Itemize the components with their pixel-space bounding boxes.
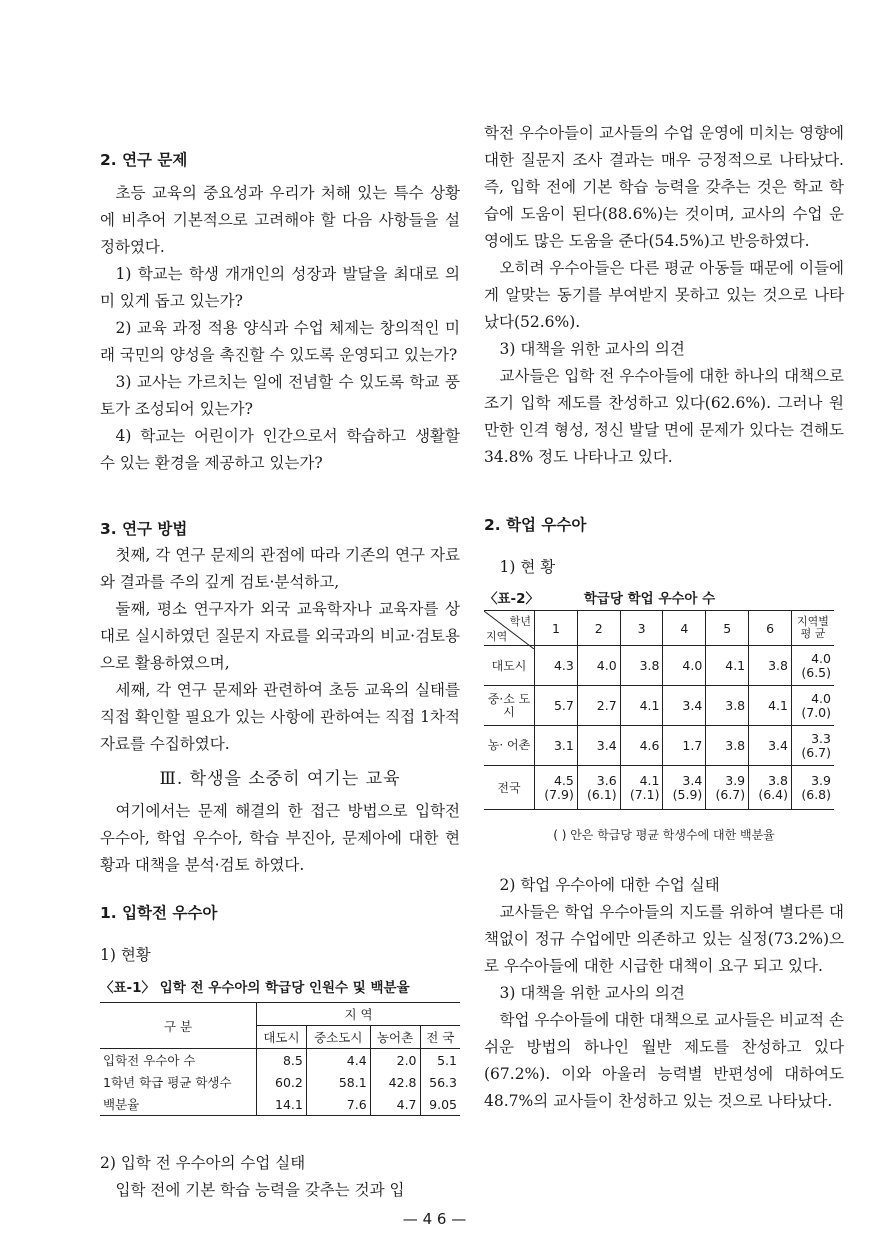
right-sub-2: 2) 학업 우수아에 대한 수업 실태	[499, 876, 720, 894]
table-2-total-avg-pct: (6.8)	[801, 786, 831, 802]
subsection-1-title: 1. 입학전 우수아	[100, 904, 218, 922]
table-1-row-label: 1학년 학급 평균 학생수	[100, 1071, 257, 1093]
table-1-cell: 7.6	[306, 1093, 370, 1116]
table-2-cell: 5.7	[535, 686, 578, 726]
table-2-cell: 4.0	[577, 646, 620, 686]
table-2-cell: 4.6	[620, 726, 663, 766]
table-2-col: 4	[663, 611, 706, 646]
table-2-col: 6	[749, 611, 792, 646]
table-1-caption: 〈표-1〉 입학 전 우수아의 학급당 인원수 및 백분율	[100, 980, 410, 996]
subsection-1-class-status: 2) 입학 전 우수아의 수업 실태	[100, 1154, 306, 1172]
table-2	[484, 610, 834, 810]
table-1-col: 전 국	[420, 1026, 460, 1049]
table-2-col: 5	[706, 611, 749, 646]
table-2-cell: 4.0	[663, 646, 706, 686]
right-sub-3: 3) 대책을 위한 교사의 의견	[499, 340, 685, 358]
method-1: 첫째, 각 연구 문제의 관점에 따라 기존의 연구 자료와 결과를 주의 깊게 검토·분석하고,	[100, 546, 460, 591]
method-3: 세째, 각 연구 문제와 관련하여 초등 교육의 실태를 직접 확인할 필요가 있는 사항에 관하여는 직접 1차적 자료를 수집하였다.	[100, 681, 460, 753]
table-2-avg	[792, 686, 835, 726]
table-2-avg-value: 4.0	[811, 690, 831, 706]
table-2-col: 1	[535, 611, 578, 646]
table-2-cell: 4.3	[535, 646, 578, 686]
table-1-header-gubun: 구 분	[100, 1003, 257, 1049]
table-2-cell: 3.1	[535, 726, 578, 766]
table-2-total-pct: (6.7)	[715, 786, 746, 802]
right-paragraph-1: 학전 우수아들이 교사들의 수업 운영에 미치는 영향에 대한 질문지 조사 결과는 매우 긍정적으로 나타났다. 즉, 입학 전에 기본 학습 능력을 갖추는 것은 학교 학습에 도움이 된다(88.6%)는 것이며, 교사의 수업 운영에도 많은 도움을 준다(54.5%)고 반응하였다.	[484, 124, 844, 250]
section-2-title: 2. 연구 문제	[100, 151, 188, 169]
table-2-total-cell	[577, 766, 620, 810]
table-2-note: ( ) 안은 학급당 평균 학생수에 대한 백분율	[553, 828, 775, 842]
table-2-avg	[792, 646, 835, 686]
section-2-intro: 초등 교육의 중요성과 우리가 처해 있는 특수 상황에 비추어 기본적으로 고려해야 할 다음 사항들을 설정하였다.	[100, 184, 460, 256]
table-2-total-avg	[792, 766, 835, 810]
table-2-corner-bottom: 지역	[486, 630, 508, 643]
table-2-total-pct: (7.1)	[629, 786, 660, 802]
table-row	[484, 726, 834, 766]
table-2-avg-pct: (7.0)	[801, 704, 831, 720]
table-1-cell: 4.4	[306, 1049, 370, 1072]
subsection-1-paragraph: 입학 전에 기본 학습 능력을 갖추는 것과 입	[115, 1181, 405, 1199]
table-2-cell: 3.8	[749, 646, 792, 686]
table-2-avg-value: 4.0	[811, 650, 831, 666]
table-1-cell: 56.3	[420, 1071, 460, 1093]
table-2-col: 2	[577, 611, 620, 646]
table-2-cell: 3.4	[577, 726, 620, 766]
chapter-3-title: Ⅲ. 학생을 소중히 여기는 교육	[159, 769, 401, 789]
table-2-cell: 4.1	[749, 686, 792, 726]
table-2-cell: 3.8	[620, 646, 663, 686]
table-2-cell: 3.8	[706, 686, 749, 726]
table-2-caption-no: 〈표-2〉	[484, 591, 540, 607]
table-2-cell: 4.1	[706, 646, 749, 686]
table-row	[100, 1093, 460, 1116]
table-2-col: 3	[620, 611, 663, 646]
table-2-total-cell	[663, 766, 706, 810]
table-2-total-pct: (6.4)	[758, 786, 788, 802]
right-paragraph-2: 오히려 우수아들은 다른 평균 아동들 때문에 이들에게 알맞는 동기를 부여받지 못하고 있는 것으로 나타났다(52.6%).	[484, 259, 844, 331]
table-2-avg-pct: (6.5)	[801, 664, 831, 680]
table-1-col: 농어촌	[370, 1026, 420, 1049]
table-2-total-label: 전국	[484, 766, 535, 810]
table-2-avg-pct: (6.7)	[801, 744, 831, 760]
table-1	[100, 1002, 460, 1116]
table-2-total-cell	[535, 766, 578, 810]
table-row	[484, 766, 834, 810]
right-paragraph-5: 학업 우수아들에 대한 대책으로 교사들은 비교적 손쉬운 방법의 하나인 월반 제도를 찬성하고 있다(67.2%). 이와 아울러 능력별 반편성에 대하여도 48.7%의 교사들이 찬성하고 있는 것으로 나타났다.	[484, 1011, 844, 1110]
table-2-cell: 1.7	[663, 726, 706, 766]
table-2-total-value: 4.5	[553, 772, 574, 788]
table-row	[484, 686, 834, 726]
table-1-cell: 14.1	[257, 1093, 307, 1116]
table-2-row-label: 농· 어촌	[484, 726, 535, 766]
question-1: 1) 학교는 학생 개개인의 성장과 발달을 최대로 의미 있게 돕고 있는가?	[100, 265, 460, 310]
question-2: 2) 교육 과정 적용 양식과 수업 체제는 창의적인 미래 국민의 양성을 촉진할 수 있도록 운영되고 있는가?	[100, 319, 460, 364]
right-paragraph-4: 교사들은 학업 우수아들의 지도를 위하여 별다른 대책없이 정규 수업에만 의존하고 있는 실정(73.2%)으로 우수아들에 대한 시급한 대책이 요구 되고 있다.	[484, 903, 844, 975]
table-2-total-value: 3.8	[768, 772, 788, 788]
table-1-header-region: 지 역	[257, 1003, 461, 1026]
table-2-row-label: 대도시	[484, 646, 535, 686]
table-2-total-value: 3.9	[725, 772, 746, 788]
table-1-cell: 58.1	[306, 1071, 370, 1093]
table-2-avg	[792, 726, 835, 766]
table-2-cell: 2.7	[577, 686, 620, 726]
table-1-cell: 8.5	[257, 1049, 307, 1072]
table-1-cell: 60.2	[257, 1071, 307, 1093]
table-2-total-value: 3.4	[682, 772, 703, 788]
question-4: 4) 학교는 어린이가 인간으로서 학습하고 생활할 수 있는 환경을 제공하고 있는가?	[100, 427, 460, 472]
subsection-2-status: 1) 현 황	[499, 558, 556, 576]
table-2-cell: 3.8	[706, 726, 749, 766]
table-1-cell: 9.05	[420, 1093, 460, 1116]
table-row	[100, 1049, 460, 1072]
table-2-row-label: 중·소 도 시	[484, 686, 535, 726]
table-2-col-average: 지역별 평 균	[792, 611, 835, 646]
table-row	[484, 646, 834, 686]
table-2-cell: 3.4	[663, 686, 706, 726]
right-paragraph-3: 교사들은 입학 전 우수아들에 대한 하나의 대책으로 조기 입학 제도를 찬성하고 있다(62.6%). 그러나 원만한 인격 형성, 정신 발달 면에 문제가 있다는 견해도 34.8% 정도 나타나고 있다.	[484, 367, 844, 466]
table-1-cell: 5.1	[420, 1049, 460, 1072]
table-2-total-cell	[620, 766, 663, 810]
table-2-total-pct: (6.1)	[587, 786, 617, 802]
table-row	[100, 1071, 460, 1093]
subsection-1-status: 1) 현황	[100, 946, 151, 964]
table-2-total-value: 4.1	[639, 772, 660, 788]
table-2-cell: 4.1	[620, 686, 663, 726]
table-1-cell: 42.8	[370, 1071, 420, 1093]
chapter-3-intro: 여기에서는 문제 해결의 한 접근 방법으로 입학전 우수아, 학업 우수아, 학습 부진아, 문제아에 대한 현황과 대책을 분석·검토 하였다.	[100, 802, 460, 874]
table-1-col: 대도시	[257, 1026, 307, 1049]
table-1-row-label: 백분율	[100, 1093, 257, 1116]
table-2-total-cell	[749, 766, 792, 810]
question-3: 3) 교사는 가르치는 일에 전념할 수 있도록 학교 풍토가 조성되어 있는가?	[100, 373, 460, 418]
right-sub-3b: 3) 대책을 위한 교사의 의견	[499, 984, 685, 1002]
table-1-cell: 2.0	[370, 1049, 420, 1072]
table-2-total-value: 3.6	[596, 772, 617, 788]
table-1-cell: 4.7	[370, 1093, 420, 1116]
method-2: 둘째, 평소 연구자가 외국 교육학자나 교육자를 상대로 실시하였던 질문지 자료를 외국과의 비교·검토용으로 활용하였으며,	[100, 600, 460, 672]
table-2-caption: 학급당 학업 우수아 수	[583, 591, 716, 607]
table-2-corner-top: 학년	[509, 615, 531, 628]
table-2-avg-value: 3.3	[811, 730, 831, 746]
section-3-title: 3. 연구 방법	[100, 520, 188, 538]
table-1-col: 중소도시	[306, 1026, 370, 1049]
table-2-cell: 3.4	[749, 726, 792, 766]
table-2-total-pct: (5.9)	[672, 786, 703, 802]
table-2-corner	[484, 611, 535, 646]
table-2-total-avg-value: 3.9	[811, 772, 831, 788]
table-2-total-cell	[706, 766, 749, 810]
table-1-row-label: 입학전 우수아 수	[100, 1049, 257, 1072]
page-number: — 4 6 —	[402, 1210, 467, 1228]
table-2-total-pct: (7.9)	[544, 786, 574, 802]
subsection-2-title: 2. 학업 우수아	[484, 516, 587, 534]
